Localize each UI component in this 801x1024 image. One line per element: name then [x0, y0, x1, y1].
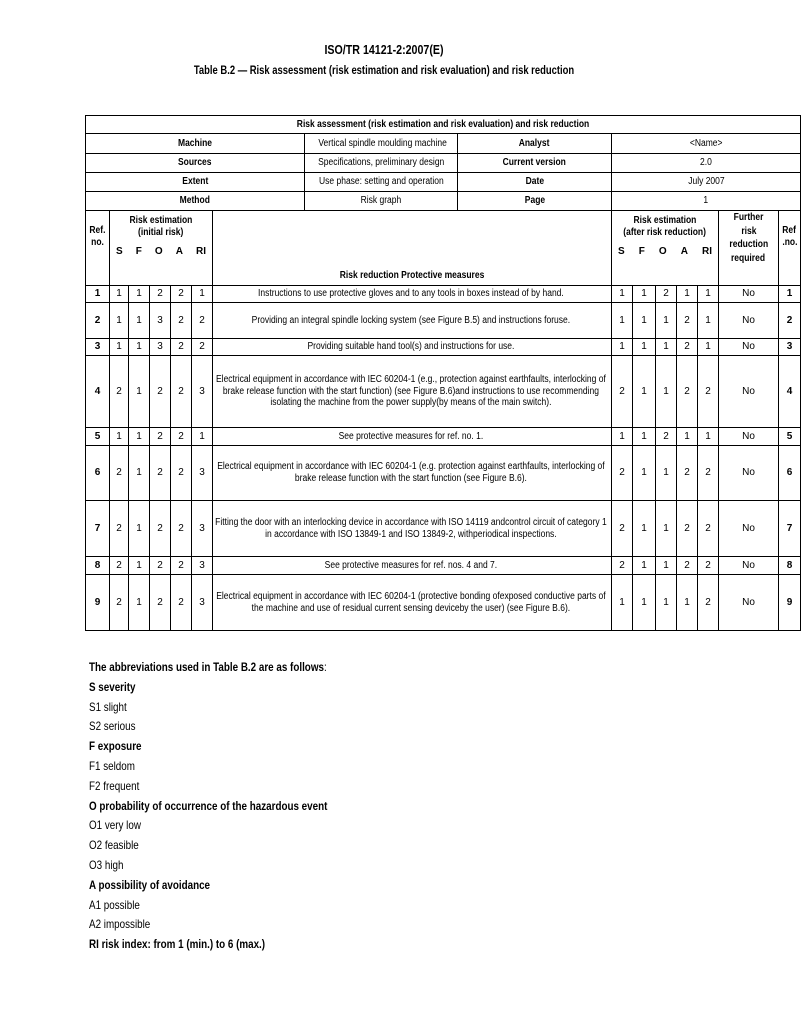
risk-index-note: RI risk index: from 1 (min.) to 6 (max.) [89, 937, 266, 952]
initial-a: 2 [171, 339, 192, 356]
ref-cell-right: 8 [779, 557, 801, 575]
after-f: 1 [633, 303, 656, 339]
initial-ri: 3 [192, 501, 213, 557]
ref-cell-right: 4 [779, 356, 801, 428]
probability-o3: O3 high [89, 857, 124, 872]
measure-cell: Fitting the door with an interlocking device in accordance with ISO 14119 andcontrol circuit of category 1 in accordance with ISO 13849-1 and ISO 13849-2, withperiodical inspections. [213, 501, 612, 557]
info-label: Analyst [458, 134, 612, 154]
info-row [86, 173, 801, 192]
after-f: 1 [633, 501, 656, 557]
after-s: 1 [612, 428, 633, 446]
initial-a: 2 [171, 446, 192, 501]
after-a: 1 [677, 575, 698, 631]
measure-cell: Electrical equipment in accordance with IEC 60204-1 (e.g. protection against earthfaults, interlocking of brake release function with the start function (see Figure B.6). [213, 446, 612, 501]
info-value: Use phase: setting and operation [305, 173, 458, 192]
info-label: Extent [86, 173, 305, 192]
after-s: 1 [612, 303, 633, 339]
measure-cell: Electrical equipment in accordance with IEC 60204-1 (e.g., protection against earthfaults, interlocking of brake release function with the start function) (see Figure B.6)and instructions to use recommending isolating the machine from the power supply(by means of the main switch). [213, 356, 612, 428]
after-a: 2 [677, 356, 698, 428]
ref-cell-right: 2 [779, 303, 801, 339]
further-cell: No [719, 446, 779, 501]
further-risk-header: Further risk reduction required [719, 211, 779, 286]
initial-a: 2 [171, 557, 192, 575]
initial-s: 2 [110, 501, 129, 557]
exposure-heading: F exposure [89, 739, 142, 754]
initial-o: 3 [150, 303, 171, 339]
further-cell: No [719, 501, 779, 557]
severity-heading: S severity [89, 679, 136, 694]
info-value: July 2007 [612, 173, 801, 192]
severity-s1: S1 slight [89, 699, 127, 714]
after-s: 1 [612, 286, 633, 303]
probability-o2: O2 feasible [89, 838, 139, 853]
initial-ri: 3 [192, 446, 213, 501]
initial-f: 1 [129, 428, 150, 446]
after-f: 1 [633, 575, 656, 631]
initial-s: 1 [110, 303, 129, 339]
after-a: 1 [677, 286, 698, 303]
initial-ri: 2 [192, 303, 213, 339]
further-cell: No [719, 356, 779, 428]
initial-s: 2 [110, 575, 129, 631]
further-cell: No [719, 557, 779, 575]
after-a: 2 [677, 557, 698, 575]
info-value: <Name> [612, 134, 801, 154]
initial-s: 2 [110, 356, 129, 428]
ref-cell-right: 7 [779, 501, 801, 557]
exposure-f1: F1 seldom [89, 758, 135, 773]
avoidance-a1: A1 possible [89, 897, 140, 912]
after-f: 1 [633, 339, 656, 356]
after-o: 1 [656, 339, 677, 356]
ref-cell-right: 1 [779, 286, 801, 303]
measure-cell: See protective measures for ref. nos. 4 and 7. [213, 557, 612, 575]
initial-s: 1 [110, 286, 129, 303]
after-risk-header: Risk estimation (after risk reduction) S F O A RI [612, 211, 719, 286]
initial-o: 2 [150, 356, 171, 428]
initial-f: 1 [129, 339, 150, 356]
ref-cell: 5 [86, 428, 110, 446]
after-f: 1 [633, 557, 656, 575]
after-o: 1 [656, 356, 677, 428]
after-ri: 2 [698, 356, 719, 428]
initial-a: 2 [171, 501, 192, 557]
initial-o: 3 [150, 339, 171, 356]
initial-a: 2 [171, 356, 192, 428]
table-row [86, 286, 801, 303]
ref-cell-right: 5 [779, 428, 801, 446]
after-ri: 2 [698, 557, 719, 575]
initial-f: 1 [129, 446, 150, 501]
initial-a: 2 [171, 303, 192, 339]
initial-ri: 2 [192, 339, 213, 356]
ref-no-header: Ref. no. [86, 211, 110, 286]
after-a: 2 [677, 303, 698, 339]
further-cell: No [719, 428, 779, 446]
table-row [86, 557, 801, 575]
table-row [86, 356, 801, 428]
initial-f: 1 [129, 501, 150, 557]
info-label: Page [458, 192, 612, 211]
ref-cell: 7 [86, 501, 110, 557]
table-title: Table B.2 — Risk assessment (risk estimation and risk evaluation) and risk reduction [193, 65, 575, 77]
table-row [86, 501, 801, 557]
measure-cell: Providing suitable hand tool(s) and instructions for use. [213, 339, 612, 356]
info-value: Specifications, preliminary design [305, 154, 458, 173]
ref-no-header-right: Ref .no. [779, 211, 801, 286]
after-o: 1 [656, 575, 677, 631]
initial-s: 1 [110, 339, 129, 356]
after-f: 1 [633, 428, 656, 446]
after-o: 1 [656, 303, 677, 339]
initial-s: 2 [110, 557, 129, 575]
initial-s: 1 [110, 428, 129, 446]
table-row [86, 303, 801, 339]
info-value: 2.0 [612, 154, 801, 173]
initial-o: 2 [150, 428, 171, 446]
info-label: Sources [86, 154, 305, 173]
after-ri: 1 [698, 286, 719, 303]
after-s: 1 [612, 575, 633, 631]
initial-ri: 3 [192, 356, 213, 428]
after-ri: 1 [698, 303, 719, 339]
measure-cell: See protective measures for ref. no. 1. [213, 428, 612, 446]
after-o: 1 [656, 446, 677, 501]
table-caption: Risk assessment (risk estimation and risk evaluation) and risk reduction [86, 116, 801, 134]
after-a: 1 [677, 428, 698, 446]
exposure-f2: F2 frequent [89, 778, 140, 793]
initial-f: 1 [129, 303, 150, 339]
info-row [86, 154, 801, 173]
further-cell: No [719, 575, 779, 631]
after-s: 2 [612, 446, 633, 501]
after-ri: 1 [698, 428, 719, 446]
after-f: 1 [633, 446, 656, 501]
after-o: 2 [656, 286, 677, 303]
after-a: 2 [677, 501, 698, 557]
info-row [86, 134, 801, 154]
measures-header: Risk reduction Protective measures [213, 211, 612, 286]
after-o: 1 [656, 501, 677, 557]
severity-s2: S2 serious [89, 719, 136, 734]
after-f: 1 [633, 356, 656, 428]
initial-a: 2 [171, 286, 192, 303]
ref-cell: 6 [86, 446, 110, 501]
ref-cell: 2 [86, 303, 110, 339]
table-row [86, 339, 801, 356]
column-header-row [86, 211, 801, 286]
ref-cell: 3 [86, 339, 110, 356]
after-ri: 2 [698, 575, 719, 631]
initial-a: 2 [171, 575, 192, 631]
initial-f: 1 [129, 356, 150, 428]
measure-cell: Instructions to use protective gloves and to any tools in boxes instead of by hand. [213, 286, 612, 303]
initial-o: 2 [150, 501, 171, 557]
ref-cell: 9 [86, 575, 110, 631]
initial-ri: 3 [192, 557, 213, 575]
initial-a: 2 [171, 428, 192, 446]
abbreviations-notes [89, 658, 679, 955]
document-title: ISO/TR 14121-2:2007(E) [324, 42, 444, 57]
after-s: 2 [612, 356, 633, 428]
initial-s: 2 [110, 446, 129, 501]
measure-cell: Providing an integral spindle locking system (see Figure B.5) and instructions foruse. [213, 303, 612, 339]
initial-o: 2 [150, 557, 171, 575]
initial-f: 1 [129, 286, 150, 303]
info-label: Machine [86, 134, 305, 154]
table-row [86, 446, 801, 501]
initial-f: 1 [129, 557, 150, 575]
after-o: 1 [656, 557, 677, 575]
risk-assessment-table [85, 115, 801, 631]
ref-cell: 1 [86, 286, 110, 303]
table-row [86, 428, 801, 446]
ref-cell-right: 3 [779, 339, 801, 356]
table-row [86, 575, 801, 631]
initial-ri: 3 [192, 575, 213, 631]
initial-o: 2 [150, 446, 171, 501]
info-label: Method [86, 192, 305, 211]
probability-heading: O probability of occurrence of the hazardous event [89, 798, 328, 813]
after-a: 2 [677, 339, 698, 356]
after-s: 2 [612, 557, 633, 575]
ref-cell: 4 [86, 356, 110, 428]
probability-o1: O1 very low [89, 818, 141, 833]
ref-cell-right: 6 [779, 446, 801, 501]
info-label: Current version [458, 154, 612, 173]
after-ri: 2 [698, 501, 719, 557]
ref-cell: 8 [86, 557, 110, 575]
initial-ri: 1 [192, 428, 213, 446]
further-cell: No [719, 286, 779, 303]
after-s: 2 [612, 501, 633, 557]
after-a: 2 [677, 446, 698, 501]
after-o: 2 [656, 428, 677, 446]
further-cell: No [719, 339, 779, 356]
avoidance-a2: A2 impossible [89, 917, 151, 932]
measure-cell: Electrical equipment in accordance with IEC 60204-1 (protective bonding ofexposed conductive parts of the machine and use of residual current sensing deviceby the user) (see Figure B.6). [213, 575, 612, 631]
after-ri: 2 [698, 446, 719, 501]
initial-ri: 1 [192, 286, 213, 303]
after-ri: 1 [698, 339, 719, 356]
avoidance-heading: A possibility of avoidance [89, 877, 211, 892]
notes-intro: The abbreviations used in Table B.2 are as follows: [89, 660, 327, 674]
after-f: 1 [633, 286, 656, 303]
initial-o: 2 [150, 286, 171, 303]
initial-risk-header: Risk estimation (initial risk) S F O A RI [110, 211, 213, 286]
info-value: Risk graph [305, 192, 458, 211]
initial-o: 2 [150, 575, 171, 631]
info-label: Date [458, 173, 612, 192]
info-value: Vertical spindle moulding machine [305, 134, 458, 154]
after-s: 1 [612, 339, 633, 356]
initial-f: 1 [129, 575, 150, 631]
info-value: 1 [612, 192, 801, 211]
info-row [86, 192, 801, 211]
further-cell: No [719, 303, 779, 339]
ref-cell-right: 9 [779, 575, 801, 631]
